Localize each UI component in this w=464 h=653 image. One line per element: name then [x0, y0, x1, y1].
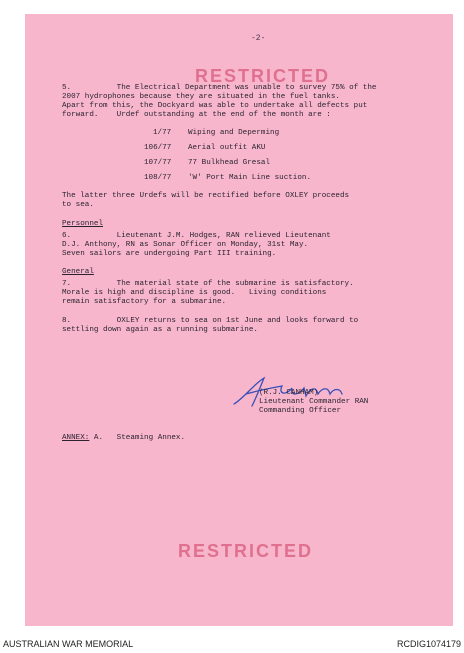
- para5-line-2: 2007 hydrophones because they are situated in the fuel tanks.: [62, 93, 340, 101]
- signatory-rank: Lieutenant Commander RAN: [259, 398, 369, 406]
- personnel-line-2: D.J. Anthony, RN as Sonar Officer on Monday, 31st May.: [62, 241, 309, 249]
- footer-source: AUSTRALIAN WAR MEMORIAL: [3, 639, 134, 649]
- annex-line: [62, 434, 185, 444]
- urdef-desc-1: Wiping and Deperming: [188, 129, 280, 137]
- urdef-num-1: 1/77: [153, 129, 172, 137]
- para8-line-1: 8. OXLEY returns to sea on 1st June and looks forward to: [62, 317, 359, 325]
- urdef-note-line-2: to sea.: [62, 201, 94, 209]
- personnel-line-1: 6. Lieutenant J.M. Hodges, RAN relieved Lieutenant: [62, 232, 331, 240]
- urdef-desc-4: 'W' Port Main Line suction.: [188, 174, 312, 182]
- signatory-role: Commanding Officer: [259, 407, 342, 415]
- urdef-desc-3: 77 Bulkhead Gresal: [188, 159, 271, 167]
- footer-id: RCDIG1074179: [396, 639, 461, 649]
- urdef-num-2: 106/77: [144, 144, 172, 152]
- urdef-note-line-1: The latter three Urdefs will be rectified before OXLEY proceeds: [62, 192, 350, 200]
- para8-line-2: settling down again as a running submarine.: [62, 326, 258, 334]
- annex-text: A. Steaming Annex.: [89, 434, 186, 442]
- general-heading: General: [62, 268, 94, 276]
- page-number: -2-: [251, 34, 266, 43]
- para5-line-1: 5. The Electrical Department was unable to survey 75% of the: [62, 84, 377, 92]
- personnel-heading: Personnel: [62, 220, 104, 228]
- urdef-desc-2: Aerial outfit AKU: [188, 144, 266, 152]
- annex-label: ANNEX:: [62, 434, 90, 442]
- signatory-name: (R.J. CANHAM): [259, 389, 319, 397]
- para5-line-3: Apart from this, the Dockyard was able to undertake all defects put: [62, 102, 368, 110]
- para7-line-2: Morale is high and discipline is good. Living conditions: [62, 289, 327, 297]
- document-page: [25, 14, 453, 626]
- urdef-num-4: 108/77: [144, 174, 172, 182]
- urdef-num-3: 107/77: [144, 159, 172, 167]
- para5-line-4: forward. Urdef outstanding at the end of the month are :: [62, 111, 331, 119]
- restricted-stamp-bottom: RESTRICTED: [178, 541, 314, 561]
- para7-line-1: 7. The material state of the submarine is satisfactory.: [62, 280, 354, 288]
- restricted-stamp-top: RESTRICTED: [195, 66, 331, 86]
- para7-line-3: remain satisfactory for a submarine.: [62, 298, 227, 306]
- personnel-line-3: Seven sailors are undergoing Part III training.: [62, 250, 277, 258]
